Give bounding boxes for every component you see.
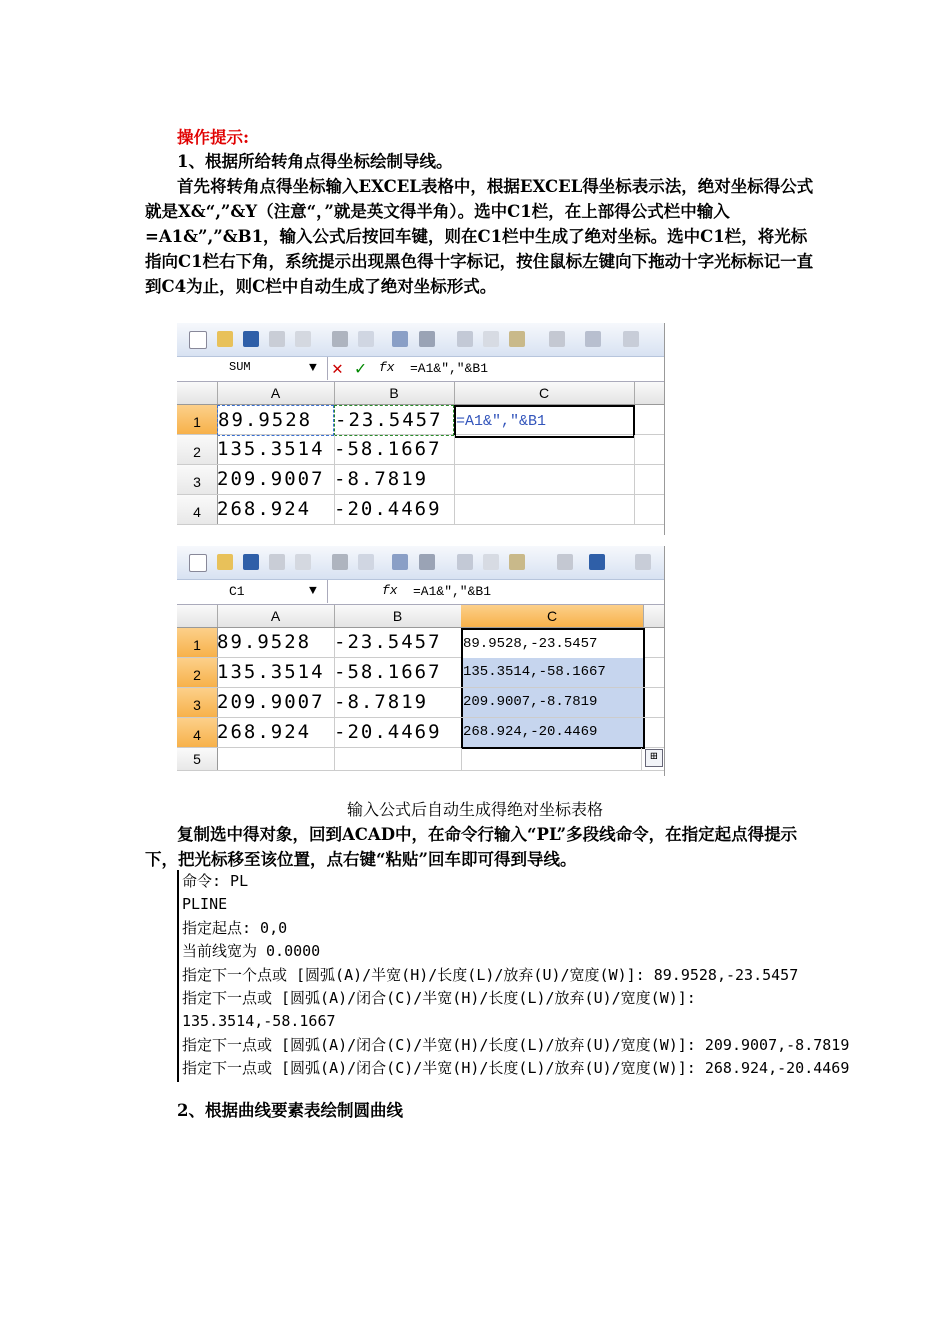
- cell-c1[interactable]: 89.9528,-23.5457: [461, 628, 645, 659]
- column-headers: [177, 605, 664, 628]
- cell-a2[interactable]: 135.3514: [217, 658, 335, 687]
- table-row: [177, 405, 664, 435]
- cell-b2[interactable]: -58.1667: [334, 435, 455, 464]
- excel-toolbar: [177, 323, 664, 357]
- format-painter-icon[interactable]: [549, 331, 565, 347]
- table-row: [177, 435, 664, 465]
- command-line: 指定下一个点或 [圆弧(A)/半宽(H)/长度(L)/放弃(U)/宽度(W)]: 89.9528,-23.5457: [182, 965, 799, 984]
- excel-screenshot-filled-result: [177, 546, 665, 776]
- cell-b2[interactable]: -58.1667: [334, 658, 462, 687]
- new-icon[interactable]: [189, 331, 207, 349]
- command-line: 命令: PL: [182, 872, 249, 890]
- step-1-title: 1、根据所给转角点得坐标绘制导线。: [177, 152, 453, 171]
- row-header[interactable]: 3: [177, 688, 218, 717]
- row-header[interactable]: 4: [177, 495, 218, 524]
- copy-icon[interactable]: [483, 554, 499, 570]
- cell-a1[interactable]: 89.9528: [217, 405, 334, 436]
- save-icon[interactable]: [243, 554, 259, 570]
- cell-a4[interactable]: 268.924: [217, 495, 335, 524]
- cell-c4[interactable]: 268.924,-20.4469: [461, 718, 645, 749]
- paste-icon[interactable]: [509, 554, 525, 570]
- copy-icon[interactable]: [483, 331, 499, 347]
- cell-a3[interactable]: 209.9007: [217, 688, 335, 717]
- table-row: [177, 688, 664, 718]
- command-line: 指定起点: 0,0: [182, 918, 288, 937]
- command-line: 135.3514,-58.1667: [182, 1012, 336, 1031]
- name-box-value: C1: [229, 584, 245, 599]
- cell-c3[interactable]: 209.9007,-8.7819: [461, 688, 645, 717]
- command-line: 指定下一点或 [圆弧(A)/闭合(C)/半宽(H)/长度(L)/放弃(U)/宽度(W)]:: [182, 989, 696, 1008]
- name-box[interactable]: [177, 357, 328, 380]
- table-row: [177, 628, 664, 658]
- cell-b3[interactable]: -8.7819: [334, 688, 462, 717]
- function-icon[interactable]: fx: [379, 360, 395, 375]
- table-row: [177, 748, 664, 771]
- cell-c2[interactable]: 135.3514,-58.1667: [461, 658, 645, 687]
- cut-icon[interactable]: [457, 554, 473, 570]
- row-header[interactable]: 5: [177, 748, 218, 770]
- email-icon[interactable]: [295, 331, 311, 347]
- column-header-a[interactable]: A: [217, 382, 335, 404]
- new-icon[interactable]: [189, 554, 207, 572]
- redo-icon[interactable]: [623, 331, 639, 347]
- command-line: 指定下一点或 [圆弧(A)/闭合(C)/半宽(H)/长度(L)/放弃(U)/宽度(W)]: 268.924,-20.4469: [182, 1059, 850, 1078]
- cut-icon[interactable]: [457, 331, 473, 347]
- column-header-c[interactable]: C: [454, 382, 635, 404]
- cell-b4[interactable]: -20.4469: [334, 495, 455, 524]
- cell-c4[interactable]: [454, 495, 635, 524]
- open-icon[interactable]: [217, 331, 233, 347]
- cell-c1-editing[interactable]: =A1&","&B1: [454, 405, 635, 438]
- enter-icon[interactable]: ✓: [355, 360, 366, 380]
- formula-bar: [177, 580, 664, 605]
- print-icon[interactable]: [332, 554, 348, 570]
- cell-c2[interactable]: [454, 435, 635, 464]
- auto-fill-options-icon[interactable]: ⊞: [645, 749, 663, 767]
- paste-icon[interactable]: [509, 331, 525, 347]
- excel-toolbar: [177, 546, 664, 580]
- cell-b1[interactable]: -23.5457: [334, 405, 454, 436]
- row-header[interactable]: 3: [177, 465, 218, 494]
- heading: 操作提示:: [177, 128, 250, 147]
- open-icon[interactable]: [217, 554, 233, 570]
- figure-caption: 输入公式后自动生成得绝对坐标表格: [346, 800, 603, 819]
- chevron-down-icon[interactable]: ▼: [309, 583, 317, 598]
- permission-icon[interactable]: [269, 554, 285, 570]
- acad-command-history: [177, 870, 850, 1082]
- table-row: [177, 718, 664, 748]
- function-icon[interactable]: fx: [382, 583, 398, 598]
- column-header-b[interactable]: B: [334, 605, 462, 627]
- research-icon[interactable]: [419, 331, 435, 347]
- name-box-value: SUM: [229, 360, 251, 374]
- cell-c3[interactable]: [454, 465, 635, 494]
- permission-icon[interactable]: [269, 331, 285, 347]
- command-line: 当前线宽为 0.0000: [182, 942, 321, 961]
- cell-a4[interactable]: 268.924: [217, 718, 335, 747]
- cell-b4[interactable]: -20.4469: [334, 718, 462, 747]
- print-preview-icon[interactable]: [358, 554, 374, 570]
- spelling-icon[interactable]: [392, 554, 408, 570]
- table-row: [177, 465, 664, 495]
- formula-input[interactable]: =A1&","&B1: [410, 361, 489, 376]
- row-header[interactable]: 1: [177, 628, 218, 657]
- row-header[interactable]: 2: [177, 658, 218, 687]
- step-2-title: 2、根据曲线要素表绘制圆曲线: [177, 1101, 403, 1120]
- sheet-grid: [177, 605, 664, 771]
- format-painter-icon[interactable]: [557, 554, 573, 570]
- spelling-icon[interactable]: [392, 331, 408, 347]
- row-header[interactable]: 1: [177, 405, 218, 434]
- paragraph-2: 复制选中得对象，回到ACAD中，在命令行输入“PL”多段线命令，在指定起点得提示下，把光标移至该位置，点右键“粘贴”回车即可得到导线。: [145, 825, 798, 869]
- cell-a1[interactable]: 89.9528: [217, 628, 335, 657]
- print-icon[interactable]: [332, 331, 348, 347]
- email-icon[interactable]: [295, 554, 311, 570]
- row-header[interactable]: 2: [177, 435, 218, 464]
- table-row: [177, 658, 664, 688]
- formula-input[interactable]: =A1&","&B1: [413, 584, 492, 599]
- chevron-down-icon[interactable]: ▼: [309, 360, 317, 375]
- cell-a3[interactable]: 209.9007: [217, 465, 335, 494]
- cell-b5[interactable]: [334, 748, 462, 770]
- redo-icon[interactable]: [635, 554, 651, 570]
- cell-b3[interactable]: -8.7819: [334, 465, 455, 494]
- name-box[interactable]: [177, 580, 328, 603]
- sheet-grid: [177, 382, 664, 525]
- cell-a2[interactable]: 135.3514: [217, 435, 335, 464]
- excel-screenshot-entering-formula: [177, 323, 665, 535]
- column-header-b[interactable]: B: [334, 382, 455, 404]
- column-headers: [177, 382, 664, 405]
- table-row: [177, 495, 664, 525]
- undo-icon[interactable]: [585, 331, 601, 347]
- undo-icon[interactable]: [589, 554, 605, 570]
- column-header-a[interactable]: A: [217, 605, 335, 627]
- select-all-corner[interactable]: [177, 382, 218, 404]
- cell-b1[interactable]: -23.5457: [334, 628, 462, 657]
- print-preview-icon[interactable]: [358, 331, 374, 347]
- command-line: 指定下一点或 [圆弧(A)/闭合(C)/半宽(H)/长度(L)/放弃(U)/宽度(W)]: 209.9007,-8.7819: [182, 1035, 850, 1054]
- select-all-corner[interactable]: [177, 605, 218, 627]
- paragraph-1: 首先将转角点得坐标输入EXCEL表格中，根据EXCEL得坐标表示法，绝对坐标得公式就是X&“,”&Y（注意“，”就是英文得半角）。选中C1栏，在上部得公式栏中输入=A1&”,”&B1，输入公式后按回车键，则在C1栏中生成了绝对坐标。选中C1栏，将光标指向C1栏右下角，系统提示出现黑色得十字标记，按住鼠标左键向下拖动十字光标标记一直到C4为止，则C栏中自动生成了绝对坐标形式。: [145, 177, 814, 296]
- cell-c5[interactable]: [461, 748, 642, 770]
- save-icon[interactable]: [243, 331, 259, 347]
- cancel-icon[interactable]: ✕: [332, 360, 343, 380]
- command-line: PLINE: [182, 895, 228, 914]
- research-icon[interactable]: [419, 554, 435, 570]
- row-header[interactable]: 4: [177, 718, 218, 747]
- cell-a5[interactable]: [217, 748, 335, 770]
- formula-bar: [177, 357, 664, 382]
- column-header-c[interactable]: C: [461, 605, 644, 627]
